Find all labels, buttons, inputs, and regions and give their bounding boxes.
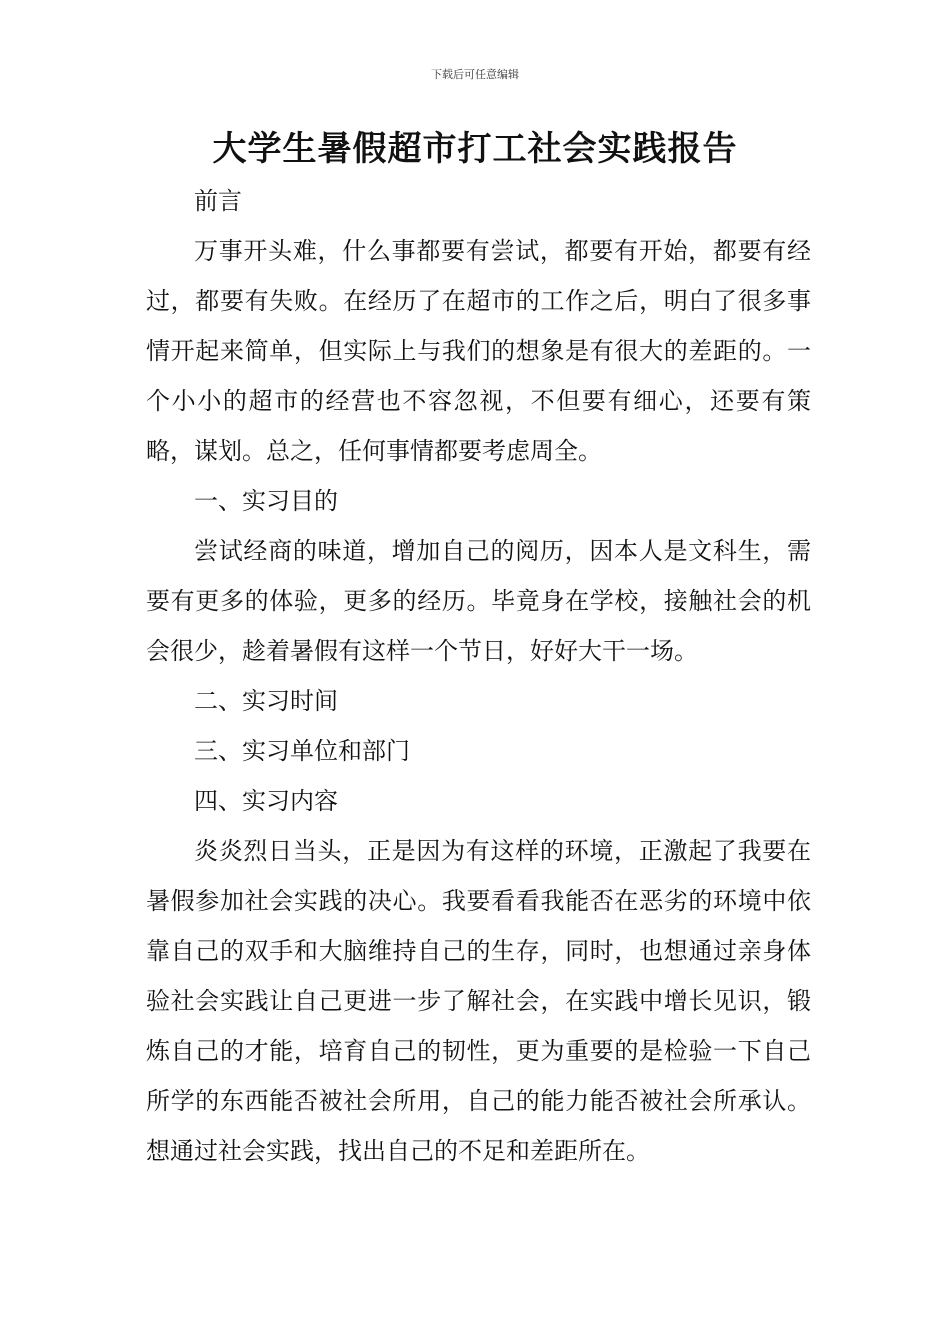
section-heading-time: 二、实习时间 [194, 687, 338, 715]
section-heading-unit: 三、实习单位和部门 [194, 737, 410, 765]
preface-paragraph: 万事开头难，什么事都要有尝试，都要有开始，都要有经过，都要有失败。在经历了在超市的工作之后，明白了很多事情开起来简单，但实际上与我们的想象是有很大的差距的。一个小小的超市的经营也不容忽视，不但要有细心，还要有策略，谋划。总之，任何事情都要考虑周全。 [146, 237, 811, 465]
content-paragraph: 炎炎烈日当头，正是因为有这样的环境，正激起了我要在暑假参加社会实践的决心。我要看看我能否在恶劣的环境中依靠自己的双手和大脑维持自己的生存，同时，也想通过亲身体验社会实践让自己更进一步了解社会，在实践中增长见识，锻炼自己的才能，培育自己的韧性，更为重要的是检验一下自己所学的东西能否被社会所用，自己的能力能否被社会所承认。想通过社会实践，找出自己的不足和差距所在。 [146, 837, 811, 1165]
preface-heading: 前言 [194, 187, 242, 215]
document-title: 大学生暑假超市打工社会实践报告 [212, 129, 738, 169]
document-body [146, 176, 811, 1176]
purpose-paragraph: 尝试经商的味道，增加自己的阅历，因本人是文科生，需要有更多的体验，更多的经历。毕竟身在学校，接触社会的机会很少，趁着暑假有这样一个节日，好好大干一场。 [146, 537, 811, 665]
header-note: 下载后可任意编辑 [431, 68, 519, 81]
section-heading-content: 四、实习内容 [194, 787, 338, 815]
section-heading-purpose: 一、实习目的 [194, 487, 338, 515]
